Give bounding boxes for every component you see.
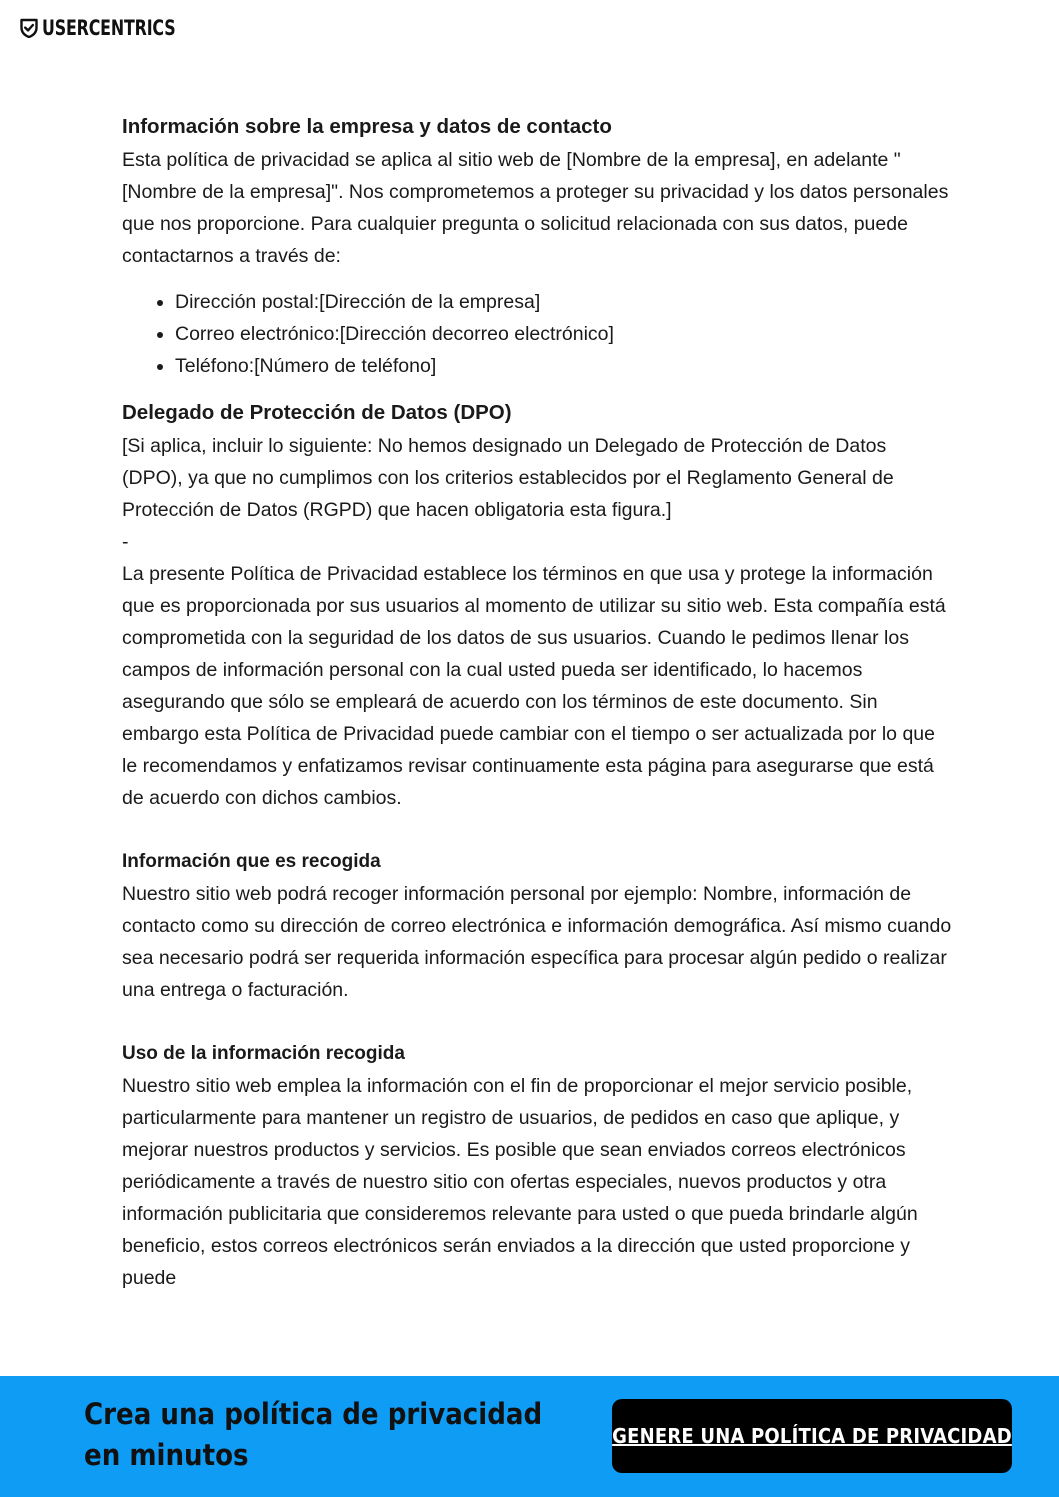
list-item: • Correo electrónico:[Dirección decorreo electrónico]: [175, 318, 952, 350]
generate-policy-button[interactable]: GENERE UNA POLÍTICA DE PRIVACIDAD: [612, 1399, 1012, 1473]
document-body: [122, 110, 952, 1294]
heading-dpo: Delegado de Protección de Datos (DPO): [122, 401, 512, 424]
banner-text: Crea una política de privacidad en minutos: [84, 1397, 543, 1472]
paragraph-usage: Nuestro sitio web emplea la información con el fin de proporcionar el mejor servicio posible, particularmente para mantener un registro de usuarios, de pedidos en caso que aplique, y mejorar nuestros productos y servicios. Es posible que sean enviados correos electrónicos periódicamente a través de nuestro sitio con ofertas especiales, nuevos productos y otra información publicitaria que consideremos relevante para usted o que pueda brindarle algún beneficio, estos correos electrónicos serán enviados a la dirección que usted proporcione y puede: [122, 1075, 918, 1289]
list-item: • Teléfono:[Número de teléfono]: [175, 350, 952, 382]
paragraph-intro: La presente Política de Privacidad establece los términos en que usa y protege la información que es proporcionada por sus usuarios al momento de utilizar su sitio web. Esta compañía está comprometida con la seguridad de los datos de sus usuarios. Cuando le pedimos llenar los campos de información personal con la cual usted pueda ser identificado, lo hacemos asegurando que sólo se empleará de acuerdo con los términos de este documento. Sin embargo esta Política de Privacidad puede cambiar con el tiempo o ser actualizada por lo que le recomendamos y enfatizamos revisar continuamente esta página para asegurarse que está de acuerdo con dichos cambios.: [122, 563, 946, 809]
heading-usage: Uso de la información recogida: [122, 1043, 405, 1064]
contact-list: [122, 286, 952, 382]
heading-company: Información sobre la empresa y datos de contacto: [122, 115, 612, 138]
paragraph-collected: Nuestro sitio web podrá recoger información personal por ejemplo: Nombre, información de contacto como su dirección de correo electrónica e información demográfica. Así mismo cuando sea necesario podrá ser requerida información específica para procesar algún pedido o realizar una entrega o facturación.: [122, 883, 952, 1001]
cta-banner: [0, 1376, 1059, 1497]
separator: -: [122, 531, 129, 553]
paragraph-company: Esta política de privacidad se aplica al sitio web de [Nombre de la empresa], en adelante "[Nombre de la empresa]". Nos comprometemos a proteger su privacidad y los datos personales que nos proporcione. Para cualquier pregunta o solicitud relacionada con sus datos, puede contactarnos a través de:: [122, 149, 949, 267]
logo-text: USERCENTRICS: [42, 16, 176, 40]
list-item: • Dirección postal:[Dirección de la empresa]: [175, 286, 952, 318]
paragraph-dpo: [Si aplica, incluir lo siguiente: No hemos designado un Delegado de Protección de Datos (DPO), ya que no cumplimos con los criterios establecidos por el Reglamento General de Protección de Datos (RGPD) que hacen obligatoria esta figura.]: [122, 435, 894, 521]
heading-collected: Información que es recogida: [122, 851, 381, 872]
shield-check-icon: [20, 18, 38, 38]
logo[interactable]: [20, 16, 201, 40]
